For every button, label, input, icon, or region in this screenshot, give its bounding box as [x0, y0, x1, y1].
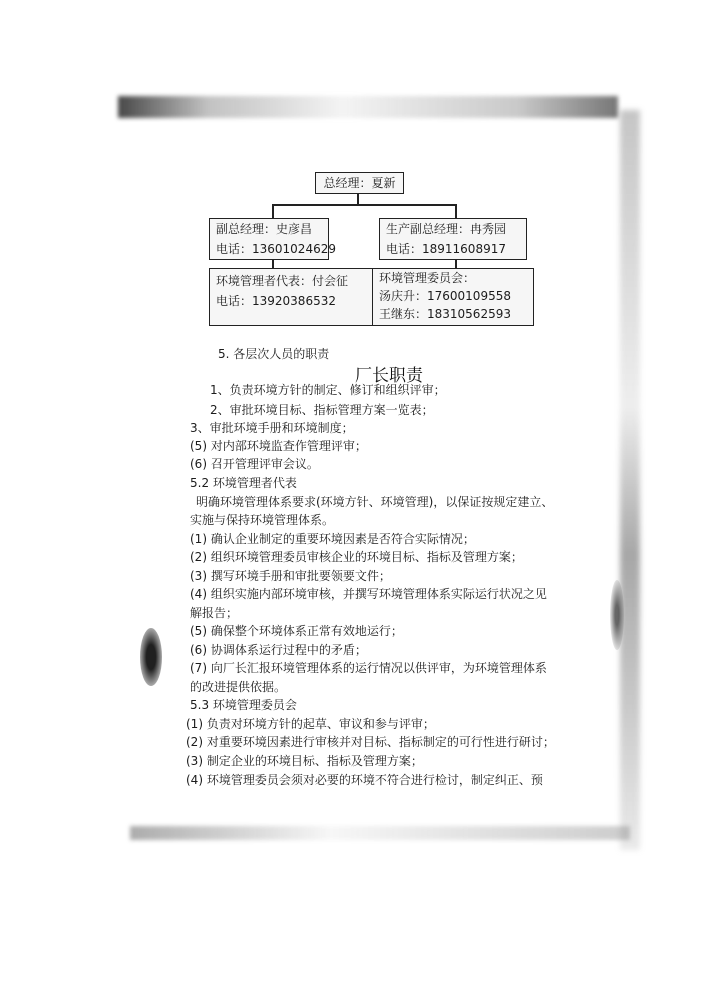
centered-title: 厂长职责: [355, 366, 423, 386]
text-line: (4) 环境管理委员会须对必要的环境不符合进行检讨，制定纠正、预: [186, 773, 543, 787]
connector: [272, 204, 455, 206]
text-line: 的改进提供依据。: [190, 680, 287, 694]
org-box-line: 环境管理委员会：: [379, 271, 476, 285]
text-line: (1) 负责对环境方针的起草、审议和参与评审；: [186, 717, 435, 731]
text-line: (4) 组织实施内部环境审核，并撰写环境管理体系实际运行状况之见: [190, 587, 547, 601]
connector: [272, 259, 274, 268]
org-box-line: 副总经理：史彦昌: [216, 222, 313, 236]
org-box-line: 王继东：18310562593: [379, 307, 511, 321]
text-line: (2) 对重要环境因素进行审核并对目标、指标制定的可行性进行研讨；: [186, 735, 555, 749]
text-line: (6) 协调体系运行过程中的矛盾；: [190, 643, 367, 657]
org-box-line: 电话：13601024629: [216, 242, 336, 256]
text-line: 明确环境管理体系要求(环境方针、环境管理)，以保证按规定建立、: [196, 495, 554, 509]
org-chart: [0, 0, 706, 340]
org-box-line: 电话：18911608917: [386, 242, 506, 256]
text-line: 5.3 环境管理委员会: [190, 698, 297, 712]
org-box-deputy-manager: [209, 218, 336, 260]
text-line: (6) 召开管理评审会议。: [190, 457, 319, 471]
org-box-env-committee: [372, 268, 534, 326]
text-line: 实施与保持环境管理体系。: [190, 513, 335, 527]
text-line: (2) 组织环境管理委员审核企业的环境目标、指标及管理方案；: [190, 550, 523, 564]
scan-shadow-bottom: [130, 826, 630, 840]
text-line: (5) 对内部环境监查作管理评审；: [190, 439, 367, 453]
text-line: 2、审批环境目标、指标管理方案一览表；: [210, 403, 434, 417]
org-box-line: 总经理：夏新: [323, 176, 396, 190]
org-box-env-representative: [209, 268, 373, 326]
org-box-line: 汤庆升：17600109558: [379, 289, 511, 303]
scan-ink-blot-right: [610, 580, 624, 650]
scan-ink-blot: [140, 628, 162, 686]
text-line: 3、审批环境手册和环境制度；: [190, 421, 354, 435]
text-line: (1) 确认企业制定的重要环境因素是否符合实际情况；: [190, 532, 475, 546]
org-box-production-deputy: [379, 218, 527, 260]
text-line: 1、负责环境方针的制定、修订和组织评审；: [210, 383, 446, 397]
org-box-line: 生产副总经理：冉秀园: [386, 222, 507, 236]
text-line: 5.2 环境管理者代表: [190, 476, 297, 490]
connector: [455, 204, 457, 218]
connector: [357, 193, 359, 204]
text-line: (7) 向厂长汇报环境管理体系的运行情况以供评审，为环境管理体系: [190, 661, 547, 675]
org-box-line: 电话：13920386532: [216, 294, 336, 308]
text-line: 解报告；: [190, 606, 239, 620]
text-line: (3) 制定企业的环境目标、指标及管理方案；: [186, 754, 423, 768]
org-box-general-manager: [315, 172, 404, 194]
org-box-line: 环境管理者代表：付会征: [216, 274, 349, 288]
section-heading: 5. 各层次人员的职责: [218, 347, 330, 361]
text-line: (5) 确保整个环境体系正常有效地运行；: [190, 624, 403, 638]
text-line: (3) 撰写环境手册和审批要领要文件；: [190, 569, 391, 583]
connector: [272, 204, 274, 218]
connector: [455, 259, 457, 268]
